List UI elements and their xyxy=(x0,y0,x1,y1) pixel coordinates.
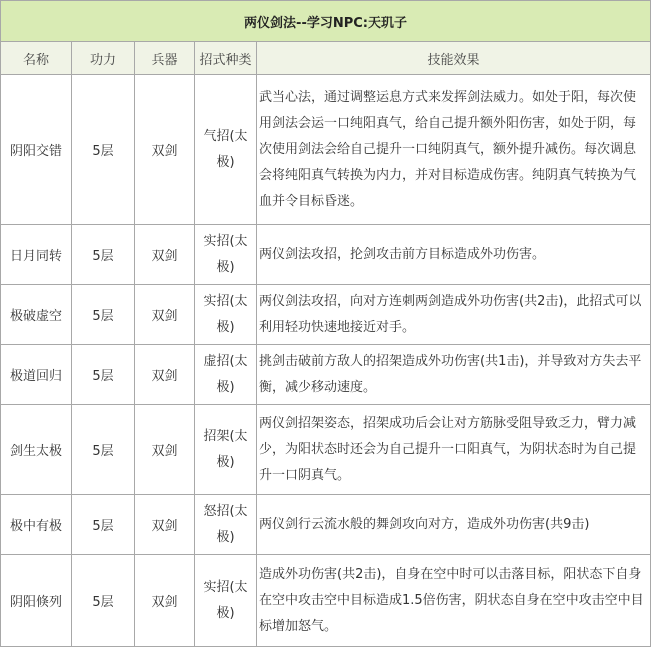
skill-effect: 两仪剑招架姿态，招架成功后会让对方筋脉受阻导致乏力，臂力减少，为阳状态时还会为自己提升一口阳真气，为阴状态时为自己提升一口阴真气。 xyxy=(257,405,651,495)
table-row xyxy=(1,495,651,555)
skill-level: 5层 xyxy=(72,495,135,555)
skill-level: 5层 xyxy=(72,345,135,405)
skill-weapon: 双剑 xyxy=(135,555,195,647)
skill-name: 阴阳倏列 xyxy=(1,555,72,647)
skill-effect: 两仪剑法攻招，向对方连刺两剑造成外功伤害(共2击)，此招式可以利用轻功快速地接近对手。 xyxy=(257,285,651,345)
skill-name: 剑生太极 xyxy=(1,405,72,495)
header-level: 功力 xyxy=(72,42,135,75)
skill-type: 实招(太极) xyxy=(195,285,257,345)
header-row xyxy=(1,42,651,75)
header-name: 名称 xyxy=(1,42,72,75)
skill-type: 气招(太极) xyxy=(195,75,257,225)
skill-effect: 两仪剑法攻招，抡剑攻击前方目标造成外功伤害。 xyxy=(257,225,651,285)
skill-effect: 武当心法，通过调整运息方式来发挥剑法威力。如处于阳，每次使用剑法会运一口纯阳真气，给自己提升额外阳伤害，如处于阴，每次使用剑法会给自己提升一口纯阴真气，额外提升减伤。每次调息会将纯阳真气转换为内力，并对目标造成伤害。纯阴真气转换为气血并令目标昏迷。 xyxy=(257,75,651,225)
skill-type: 实招(太极) xyxy=(195,225,257,285)
skill-name: 阴阳交错 xyxy=(1,75,72,225)
skill-name: 极中有极 xyxy=(1,495,72,555)
skill-level: 5层 xyxy=(72,225,135,285)
skill-weapon: 双剑 xyxy=(135,495,195,555)
skill-level: 5层 xyxy=(72,405,135,495)
skill-type: 实招(太极) xyxy=(195,555,257,647)
table-row xyxy=(1,405,651,495)
table-row xyxy=(1,555,651,647)
table-row xyxy=(1,285,651,345)
skill-level: 5层 xyxy=(72,75,135,225)
skill-type: 怒招(太极) xyxy=(195,495,257,555)
header-weapon: 兵器 xyxy=(135,42,195,75)
skill-effect: 两仪剑行云流水般的舞剑攻向对方，造成外功伤害(共9击) xyxy=(257,495,651,555)
skill-name: 日月同转 xyxy=(1,225,72,285)
skill-weapon: 双剑 xyxy=(135,345,195,405)
skill-type: 招架(太极) xyxy=(195,405,257,495)
table-row xyxy=(1,75,651,225)
skill-weapon: 双剑 xyxy=(135,225,195,285)
skill-level: 5层 xyxy=(72,285,135,345)
header-effect: 技能效果 xyxy=(257,42,651,75)
table-title: 两仪剑法--学习NPC:天玑子 xyxy=(1,1,651,42)
skill-weapon: 双剑 xyxy=(135,405,195,495)
table-row xyxy=(1,225,651,285)
skill-level: 5层 xyxy=(72,555,135,647)
skill-weapon: 双剑 xyxy=(135,285,195,345)
skill-name: 极道回归 xyxy=(1,345,72,405)
skill-name: 极破虚空 xyxy=(1,285,72,345)
skill-weapon: 双剑 xyxy=(135,75,195,225)
header-type: 招式种类 xyxy=(195,42,257,75)
skill-effect: 造成外功伤害(共2击)，自身在空中时可以击落目标，阳状态下自身在空中攻击空中目标造成1.5倍伤害，阴状态自身在空中攻击空中目标增加怒气。 xyxy=(257,555,651,647)
title-row xyxy=(1,1,651,42)
skill-effect: 挑剑击破前方敌人的招架造成外功伤害(共1击)，并导致对方失去平衡，减少移动速度。 xyxy=(257,345,651,405)
skill-type: 虚招(太极) xyxy=(195,345,257,405)
table-row xyxy=(1,345,651,405)
